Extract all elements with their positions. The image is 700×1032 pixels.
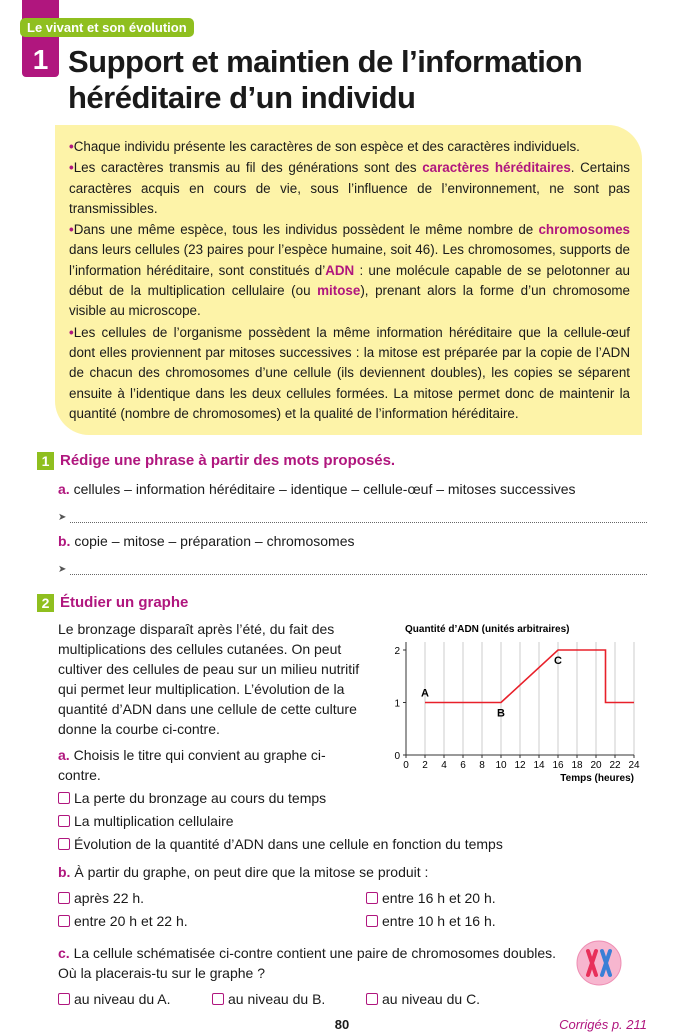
- page-number: 80: [334, 1017, 350, 1032]
- option-c3[interactable]: au niveau du C.: [366, 989, 647, 1009]
- option-b1[interactable]: après 22 h.: [58, 888, 366, 908]
- ex1-a: a. cellules – information héréditaire – identique – cellule-œuf – mitoses successives: [58, 481, 576, 498]
- checkbox[interactable]: [58, 892, 70, 904]
- checkbox[interactable]: [366, 993, 378, 1005]
- x-tick-label: 12: [514, 760, 526, 772]
- ex2-intro: Le bronzage disparaît après l’été, du fait des multiplications des cellules cutanées. On peut cultiver des cellules de peau sur un milieu nutritif qui permet leur multiplication. L’évolution de la quantité d’ADN dans une cellule de cette culture donne la courbe ci-contre.: [58, 621, 360, 738]
- x-tick-label: 2: [422, 760, 428, 772]
- point-label-B: B: [497, 707, 505, 720]
- exercise-2-heading: 2 Étudier un graphe: [37, 593, 647, 613]
- x-tick-label: 4: [441, 760, 447, 772]
- summary-box: [55, 125, 642, 435]
- ex1-b: b. copie – mitose – préparation – chromosomes: [58, 533, 355, 550]
- point-label-C: C: [554, 655, 562, 668]
- x-axis-label: Temps (heures): [560, 773, 634, 785]
- corriges-link[interactable]: Corrigés p. 211: [559, 1017, 647, 1032]
- x-tick-label: 18: [571, 760, 583, 772]
- checkbox[interactable]: [366, 892, 378, 904]
- option-c2[interactable]: au niveau du B.: [212, 989, 366, 1009]
- x-tick-label: 10: [495, 760, 507, 772]
- page-title: [68, 44, 688, 116]
- chart-title: Quantité d’ADN (unités arbitraires): [405, 624, 570, 636]
- point-label-A: A: [421, 687, 429, 700]
- ex2-top-row: [58, 619, 647, 831]
- x-tick-label: 16: [552, 760, 564, 772]
- summary-p2: •Les caractères transmis au fil des générations sont des caractères héréditaires. Certains caractères acquis en cours de vie, sous l’influence de l’environnement, ne sont pas transmissibles.: [69, 160, 631, 216]
- x-tick-label: 0: [403, 760, 409, 772]
- chapter-number: 1: [32, 44, 49, 75]
- series-line-ADN: [425, 650, 634, 703]
- y-tick-label: 0: [394, 751, 400, 763]
- checkbox[interactable]: [58, 993, 70, 1005]
- option-b2[interactable]: entre 16 h et 20 h.: [366, 888, 647, 908]
- y-tick-label: 1: [394, 698, 400, 710]
- ex2-c-options: [58, 989, 647, 1009]
- ex2-a: a. Choisis le titre qui convient au graphe ci-contre.: [58, 747, 326, 784]
- x-tick-label: 20: [590, 760, 602, 772]
- option-b4[interactable]: entre 10 h et 16 h.: [366, 911, 647, 931]
- x-tick-label: 22: [609, 760, 621, 772]
- ex2-c: c. La cellule schématisée ci-contre contient une paire de chromosomes doubles. Où la placerais-tu sur le graphe ?: [58, 945, 557, 982]
- summary-p3: •Dans une même espèce, tous les individus possèdent le même nombre de chromosomes dans leurs cellules (23 paires pour l’espèce humaine, soit 46). Les chromosomes, supports de l’information héréditaire, sont constitués d’ADN : une molécule capable de se pelotonner au début de la multiplication cellulaire (ou mitose), prenant alors la forme d’un chromosome visible au microscope.: [69, 222, 630, 319]
- section-tag: Le vivant et son évolution: [20, 18, 194, 37]
- title-line: Support et maintien de l’information: [68, 44, 583, 79]
- checkbox[interactable]: [366, 915, 378, 927]
- answer-line-b[interactable]: ➤: [58, 557, 647, 575]
- dna-chart: [377, 619, 647, 789]
- x-tick-label: 24: [628, 760, 640, 772]
- page-content: [37, 125, 647, 1032]
- ex2-left-column: [58, 619, 365, 831]
- option-a2[interactable]: La multiplication cellulaire: [58, 811, 365, 831]
- x-tick-label: 8: [479, 760, 485, 772]
- checkbox[interactable]: [58, 792, 70, 804]
- chromosome-cell-icon: [575, 939, 623, 987]
- ex2-b: b. À partir du graphe, on peut dire que la mitose se produit :: [58, 864, 429, 881]
- title-line: héréditaire d’un individu: [68, 80, 416, 115]
- x-tick-label: 6: [460, 760, 466, 772]
- checkbox[interactable]: [212, 993, 224, 1005]
- exercise-1-heading: 1 Rédige une phrase à partir des mots proposés.: [37, 451, 647, 471]
- option-c1[interactable]: au niveau du A.: [58, 989, 212, 1009]
- summary-p1: •Chaque individu présente les caractères de son espèce et des caractères individuels.: [69, 139, 580, 154]
- y-tick-label: 2: [394, 646, 400, 658]
- checkbox[interactable]: [58, 815, 70, 827]
- checkbox[interactable]: [58, 838, 70, 850]
- footer: [37, 1017, 647, 1032]
- checkbox[interactable]: [58, 915, 70, 927]
- option-a1[interactable]: La perte du bronzage au cours du temps: [58, 788, 365, 808]
- option-a3[interactable]: Évolution de la quantité d’ADN dans une cellule en fonction du temps: [58, 834, 647, 854]
- ex2-c-row: [58, 939, 647, 987]
- ex2-b-options: [58, 888, 647, 931]
- summary-p4: •Les cellules de l’organisme possèdent la même information héréditaire que la cellule-œuf dont elles proviennent par mitoses successives : la mitose est préparée par la copie de l’ADN de chacun des chromosomes d’une cellule (ils deviennent doubles), les copies se séparent ensuite à l’identique dans les deux cellules formées. La mitose permet donc de maintenir la quantité (nombre de chromosomes) et la qualité de l’information héréditaire.: [69, 324, 630, 421]
- x-tick-label: 14: [533, 760, 545, 772]
- answer-line-a[interactable]: ➤: [58, 505, 647, 523]
- option-b3[interactable]: entre 20 h et 22 h.: [58, 911, 366, 931]
